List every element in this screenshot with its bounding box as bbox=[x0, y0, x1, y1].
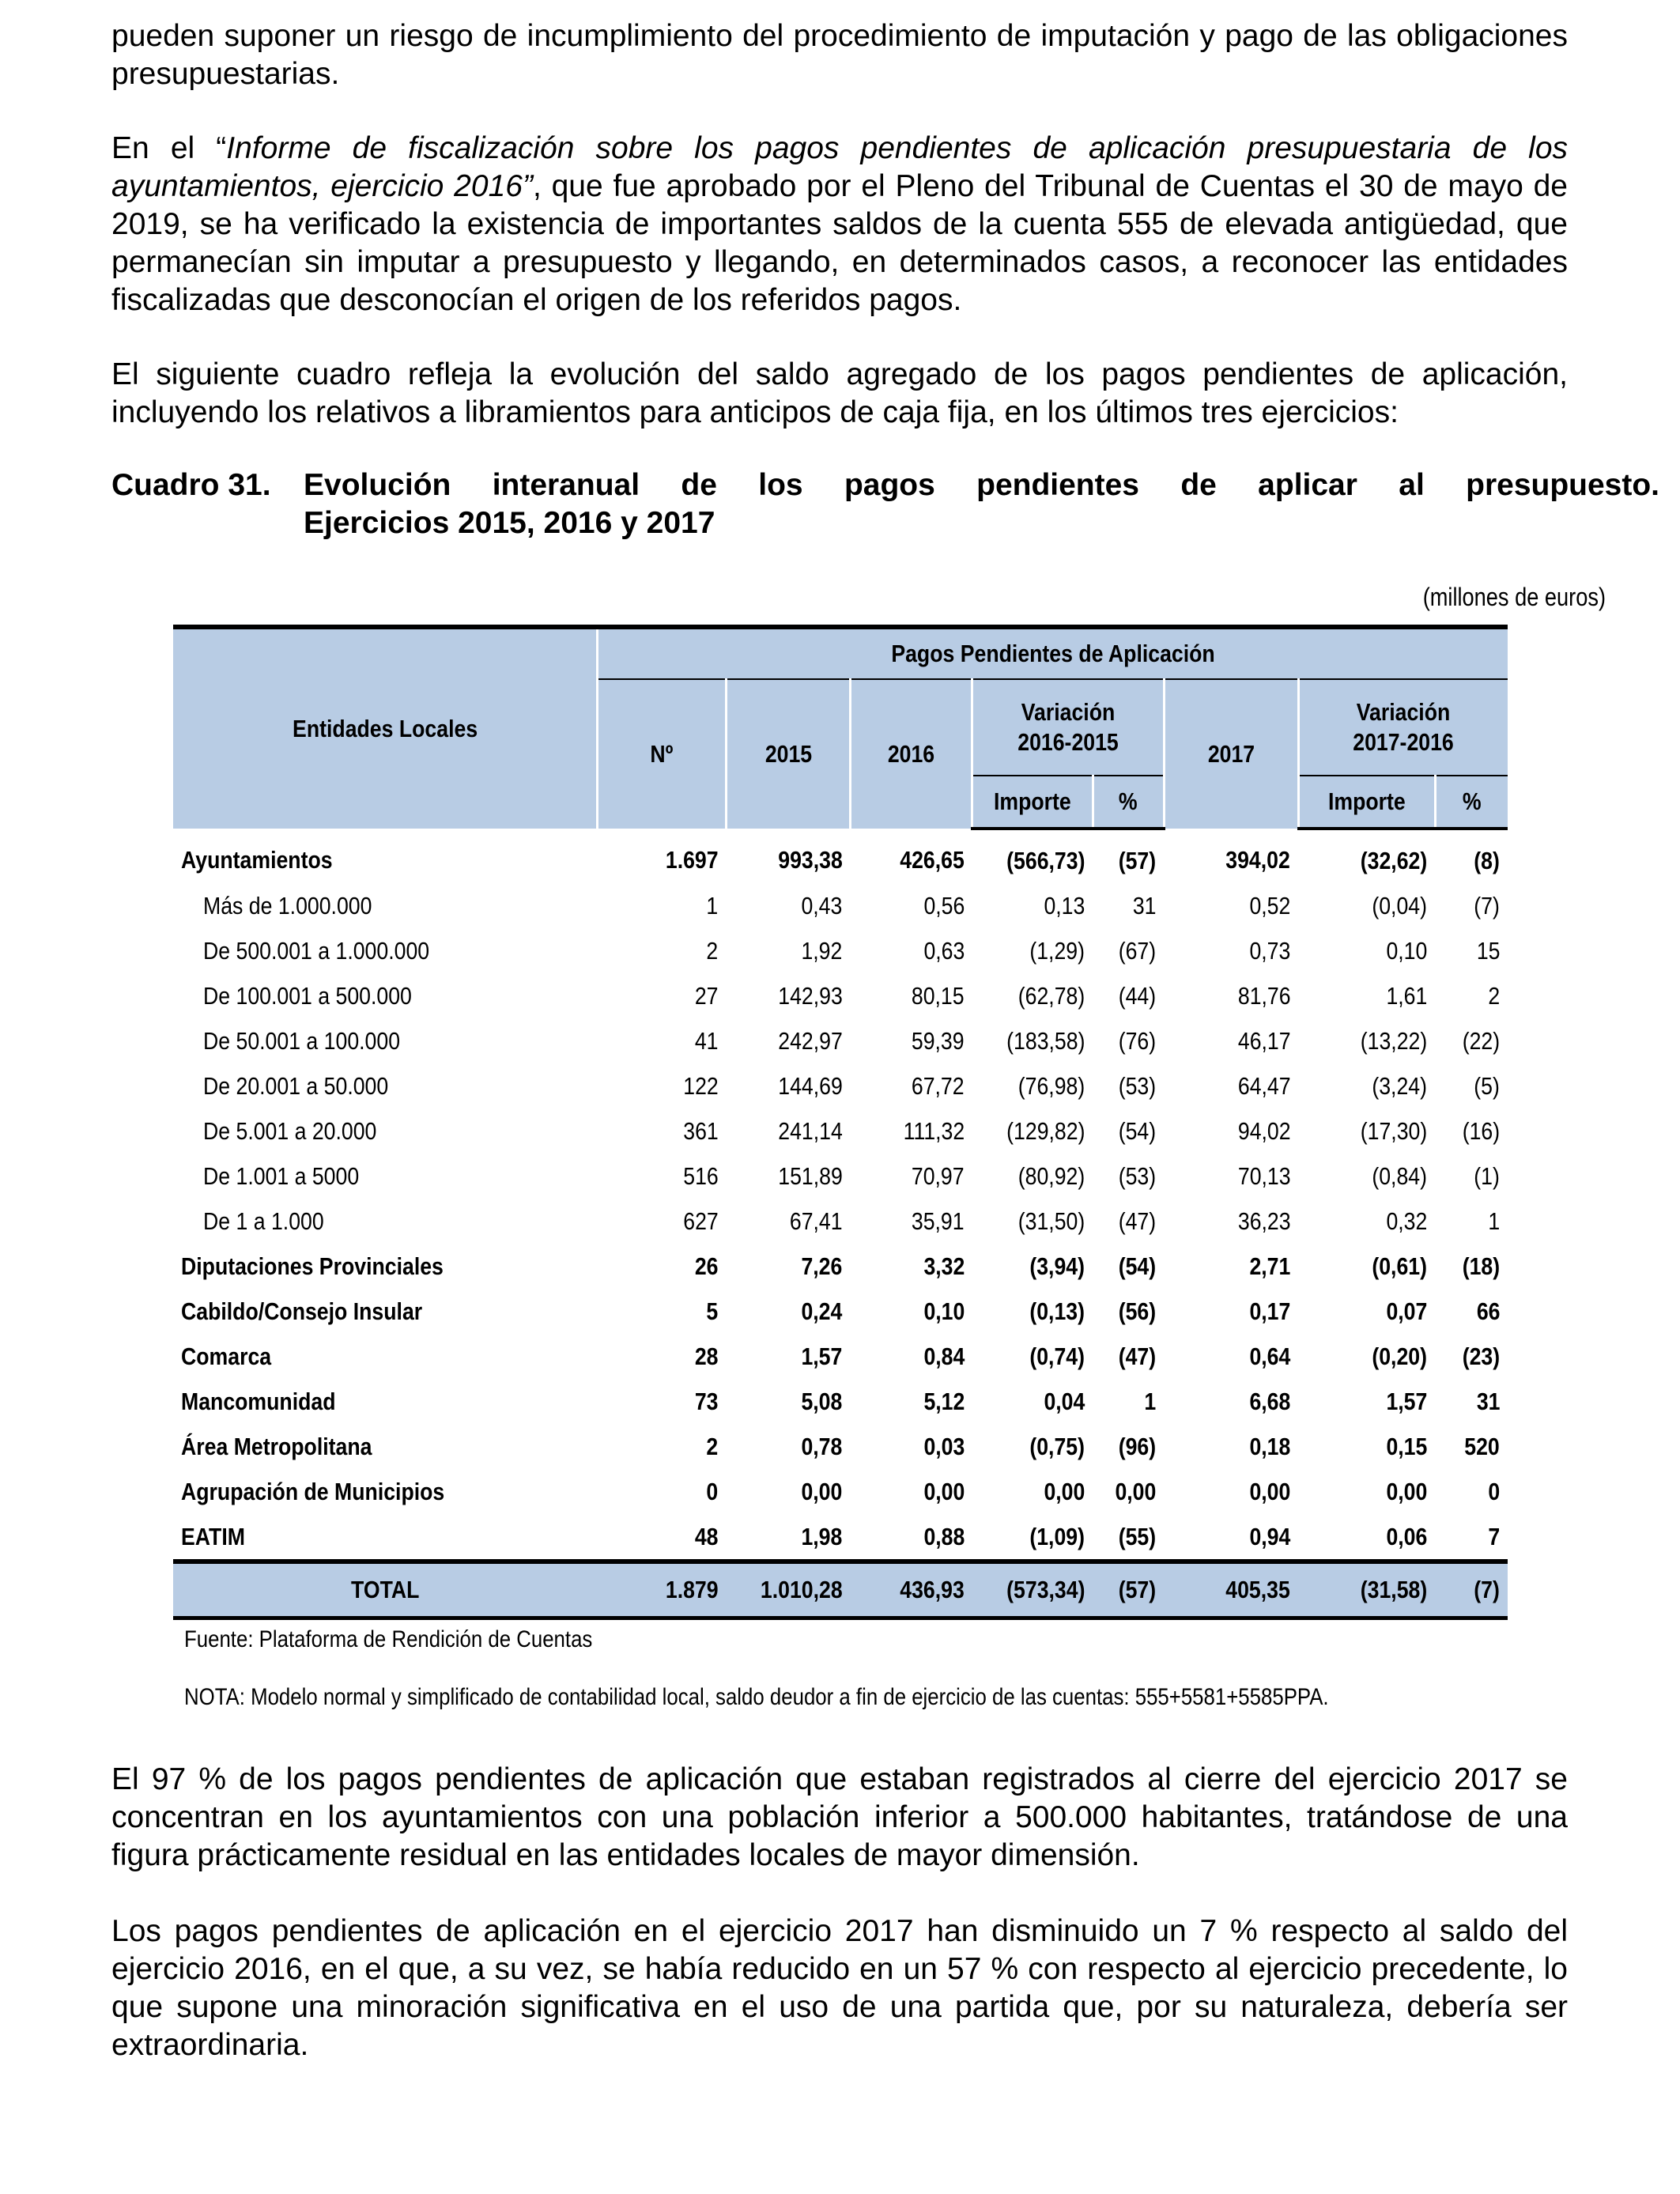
cell-n: 2 bbox=[706, 1432, 719, 1460]
cell-y2015: 67,41 bbox=[789, 1207, 843, 1235]
total-cell-y2016: 436,93 bbox=[850, 1561, 972, 1618]
cell-pct1: (55) bbox=[1118, 1522, 1157, 1550]
cell-pct2: (23) bbox=[1462, 1342, 1500, 1370]
header-2017: 2017 bbox=[1164, 679, 1298, 829]
cell-y2017: 81,76 bbox=[1237, 981, 1291, 1010]
header-pct-2: % bbox=[1435, 776, 1508, 829]
cell-n: 5 bbox=[706, 1297, 719, 1325]
table-note: NOTA: Modelo normal y simplificado de contabilidad local, saldo deudor a fin de ejercicio de las cuentas: 555+5581+5585PPA. bbox=[184, 1684, 1329, 1710]
cell-pct1: 0,00 bbox=[1115, 1477, 1157, 1505]
header-var-2017-2016: Variación 2017-2016 bbox=[1298, 679, 1508, 776]
total-label: TOTAL bbox=[173, 1561, 598, 1618]
header-2016: 2016 bbox=[850, 679, 972, 829]
cell-y2016: 80,15 bbox=[912, 981, 965, 1010]
cell-imp2: (3,24) bbox=[1372, 1071, 1428, 1100]
row-label: De 5.001 a 20.000 bbox=[203, 1116, 377, 1145]
cell-imp2: 0,15 bbox=[1386, 1432, 1428, 1460]
cell-pct1: (54) bbox=[1118, 1252, 1157, 1280]
cell-y2017: 64,47 bbox=[1237, 1071, 1291, 1100]
cell-pct2: 520 bbox=[1464, 1432, 1500, 1460]
cell-imp1: (1,29) bbox=[1029, 936, 1085, 965]
cell-imp1: (62,78) bbox=[1017, 981, 1085, 1010]
total-cell-n: 1.879 bbox=[598, 1561, 727, 1618]
cell-imp2: (0,20) bbox=[1372, 1342, 1428, 1370]
cell-pct1: (53) bbox=[1118, 1161, 1157, 1190]
cell-y2017: 94,02 bbox=[1237, 1116, 1291, 1145]
header-importe-1: Importe bbox=[972, 776, 1093, 829]
table-body bbox=[173, 829, 1508, 1618]
table-row bbox=[173, 928, 1508, 973]
cell-pct2: (18) bbox=[1462, 1252, 1500, 1280]
cell-imp1: 0,00 bbox=[1044, 1477, 1085, 1505]
cell-y2015: 1,92 bbox=[801, 936, 843, 965]
cell-y2016: 59,39 bbox=[912, 1026, 965, 1055]
cell-y2017: 6,68 bbox=[1249, 1387, 1291, 1415]
data-table bbox=[173, 625, 1508, 1620]
table-row bbox=[173, 1514, 1508, 1561]
cell-y2015: 242,97 bbox=[777, 1026, 843, 1055]
cell-y2016: 70,97 bbox=[912, 1161, 965, 1190]
cell-n: 627 bbox=[683, 1207, 719, 1235]
cell-y2017: 394,02 bbox=[1225, 845, 1291, 874]
cell-imp1: (183,58) bbox=[1006, 1026, 1085, 1055]
cell-imp1: 0,04 bbox=[1044, 1387, 1085, 1415]
cell-y2017: 0,64 bbox=[1249, 1342, 1291, 1370]
cell-n: 1 bbox=[706, 891, 719, 920]
cell-imp2: (0,84) bbox=[1372, 1161, 1428, 1190]
row-label: Agrupación de Municipios bbox=[181, 1477, 445, 1505]
cell-imp1: (0,75) bbox=[1029, 1432, 1085, 1460]
cell-y2015: 241,14 bbox=[777, 1116, 843, 1145]
cell-pct1: (76) bbox=[1118, 1026, 1157, 1055]
row-label: Área Metropolitana bbox=[181, 1432, 372, 1460]
row-label: De 100.001 a 500.000 bbox=[203, 981, 412, 1010]
cell-imp2: 0,06 bbox=[1386, 1522, 1428, 1550]
header-2015: 2015 bbox=[727, 679, 851, 829]
cell-y2016: 0,84 bbox=[923, 1342, 965, 1370]
cell-pct1: 31 bbox=[1132, 891, 1157, 920]
cell-y2016: 0,00 bbox=[923, 1477, 965, 1505]
cell-pct2: 7 bbox=[1488, 1522, 1500, 1550]
table-row bbox=[173, 1018, 1508, 1063]
caption-title-line-1: Evolución interanual de los pagos pendientes de aplicar al presupuesto. bbox=[304, 468, 1659, 502]
cell-n: 1.697 bbox=[665, 845, 719, 874]
table-row bbox=[173, 1334, 1508, 1379]
cell-imp2: 0,10 bbox=[1386, 936, 1428, 965]
paragraph-2 bbox=[111, 130, 1568, 319]
cell-y2016: 0,63 bbox=[923, 936, 965, 965]
cell-y2016: 5,12 bbox=[923, 1387, 965, 1415]
cell-y2015: 1,57 bbox=[801, 1342, 843, 1370]
cell-y2017: 0,17 bbox=[1249, 1297, 1291, 1325]
total-cell-pct1: (57) bbox=[1093, 1561, 1164, 1618]
table-row bbox=[173, 1289, 1508, 1334]
header-group: Pagos Pendientes de Aplicación bbox=[598, 627, 1508, 679]
paragraph-2-pre: En el “ bbox=[111, 131, 227, 165]
cell-y2015: 0,24 bbox=[801, 1297, 843, 1325]
cell-pct2: 0 bbox=[1488, 1477, 1500, 1505]
cell-y2015: 0,00 bbox=[801, 1477, 843, 1505]
cell-pct2: (5) bbox=[1474, 1071, 1500, 1100]
table-row bbox=[173, 1244, 1508, 1289]
cell-pct2: 15 bbox=[1476, 936, 1500, 965]
cell-pct1: (54) bbox=[1118, 1116, 1157, 1145]
cell-imp1: (3,94) bbox=[1029, 1252, 1085, 1280]
row-label: Diputaciones Provinciales bbox=[181, 1252, 444, 1280]
total-cell-y2017: 405,35 bbox=[1164, 1561, 1298, 1618]
cell-pct2: 1 bbox=[1488, 1207, 1500, 1235]
cell-y2017: 2,71 bbox=[1249, 1252, 1291, 1280]
row-label: De 500.001 a 1.000.000 bbox=[203, 936, 430, 965]
cell-y2015: 7,26 bbox=[801, 1252, 843, 1280]
row-label: Comarca bbox=[181, 1342, 272, 1370]
cell-y2016: 67,72 bbox=[912, 1071, 965, 1100]
cell-imp1: (0,13) bbox=[1029, 1297, 1085, 1325]
cell-y2017: 0,00 bbox=[1249, 1477, 1291, 1505]
table-row bbox=[173, 1199, 1508, 1244]
row-label: Más de 1.000.000 bbox=[203, 891, 372, 920]
cell-n: 41 bbox=[695, 1026, 719, 1055]
header-n: Nº bbox=[598, 679, 727, 829]
cell-n: 361 bbox=[683, 1116, 719, 1145]
cell-y2017: 0,18 bbox=[1249, 1432, 1291, 1460]
total-cell-imp2: (31,58) bbox=[1298, 1561, 1435, 1618]
report-title-italic: Informe de fiscalización sobre los pagos pendientes de aplicación presupuestaria de los ayuntamientos, ejercicio 2016” bbox=[111, 131, 1569, 203]
cell-y2016: 426,65 bbox=[900, 845, 965, 874]
table-row bbox=[173, 1063, 1508, 1108]
cell-pct1: (47) bbox=[1118, 1207, 1157, 1235]
header-pct-1: % bbox=[1093, 776, 1164, 829]
paragraph-5: Los pagos pendientes de aplicación en el ejercicio 2017 han disminuido un 7 % respecto al saldo del ejercicio 2016, en el que, a su vez, se había reducido en un 57 % con respecto al ejercicio precedente, lo que supone una minoración significativa en el uso de una partida que, por su naturaleza, debería ser extraordinaria. bbox=[111, 1914, 1568, 2062]
cell-pct1: (67) bbox=[1118, 936, 1157, 965]
cell-n: 122 bbox=[683, 1071, 719, 1100]
table-row bbox=[173, 1424, 1508, 1469]
cell-y2015: 151,89 bbox=[777, 1161, 843, 1190]
cell-y2017: 46,17 bbox=[1237, 1026, 1291, 1055]
header-importe-2: Importe bbox=[1298, 776, 1435, 829]
cell-y2017: 0,52 bbox=[1249, 891, 1291, 920]
cell-n: 27 bbox=[695, 981, 719, 1010]
cell-y2017: 0,73 bbox=[1249, 936, 1291, 965]
cell-pct1: (57) bbox=[1118, 846, 1157, 874]
cell-imp2: (0,61) bbox=[1372, 1252, 1428, 1280]
cell-y2016: 111,32 bbox=[903, 1116, 965, 1145]
cell-imp2: (13,22) bbox=[1360, 1026, 1428, 1055]
paragraph-3: El siguiente cuadro refleja la evolución del saldo agregado de los pagos pendientes de aplicación, incluyendo los relativos a libramientos para anticipos de caja fija, en los últimos tres ejercicios: bbox=[111, 357, 1568, 429]
row-label: De 50.001 a 100.000 bbox=[203, 1026, 401, 1055]
cell-y2015: 993,38 bbox=[777, 845, 843, 874]
cell-pct2: 66 bbox=[1476, 1297, 1500, 1325]
total-cell-imp1: (573,34) bbox=[972, 1561, 1093, 1618]
cell-y2015: 0,43 bbox=[801, 891, 843, 920]
data-table-container bbox=[173, 625, 1508, 1620]
cell-n: 26 bbox=[695, 1252, 719, 1280]
cell-y2017: 36,23 bbox=[1237, 1207, 1291, 1235]
cell-y2016: 0,10 bbox=[923, 1297, 965, 1325]
cell-n: 73 bbox=[695, 1387, 719, 1415]
cell-pct2: (7) bbox=[1474, 891, 1500, 920]
caption-number: Cuadro 31. bbox=[111, 468, 271, 502]
cell-pct2: 2 bbox=[1488, 981, 1500, 1010]
cell-y2017: 70,13 bbox=[1237, 1161, 1291, 1190]
cell-y2016: 3,32 bbox=[923, 1252, 965, 1280]
row-label: Cabildo/Consejo Insular bbox=[181, 1297, 423, 1325]
cell-imp2: (32,62) bbox=[1360, 846, 1428, 874]
cell-imp2: 0,07 bbox=[1386, 1297, 1428, 1325]
cell-y2015: 5,08 bbox=[801, 1387, 843, 1415]
cell-imp2: 1,61 bbox=[1386, 981, 1428, 1010]
table-row bbox=[173, 1154, 1508, 1199]
cell-imp1: (0,74) bbox=[1029, 1342, 1085, 1370]
cell-imp1: (31,50) bbox=[1017, 1207, 1085, 1235]
header-var-2016-2015: Variación 2016-2015 bbox=[972, 679, 1164, 776]
table-row bbox=[173, 973, 1508, 1018]
cell-y2015: 0,78 bbox=[801, 1432, 843, 1460]
paragraph-2-post: , que fue aprobado por el Pleno del Tribunal de Cuentas el 30 de mayo de 2019, se ha verificado la existencia de importantes saldos de la cuenta 555 de elevada antigüedad, que permanecían sin imputar a presupuesto y llegando, en determinados casos, a reconocer las entidades fiscalizadas que desconocían el origen de los referidos pagos. bbox=[111, 169, 1568, 317]
row-label: De 1 a 1.000 bbox=[203, 1207, 324, 1235]
cell-pct1: (53) bbox=[1118, 1071, 1157, 1100]
row-label: De 20.001 a 50.000 bbox=[203, 1071, 389, 1100]
cell-pct2: (16) bbox=[1462, 1116, 1500, 1145]
cell-pct2: (22) bbox=[1462, 1026, 1500, 1055]
cell-pct2: (1) bbox=[1474, 1161, 1500, 1190]
cell-imp2: (17,30) bbox=[1360, 1116, 1428, 1145]
total-cell-y2015: 1.010,28 bbox=[727, 1561, 851, 1618]
cell-imp2: 0,00 bbox=[1386, 1477, 1428, 1505]
cell-imp1: (566,73) bbox=[1006, 846, 1085, 874]
cell-pct2: (8) bbox=[1474, 846, 1500, 874]
cell-imp1: 0,13 bbox=[1044, 891, 1085, 920]
cell-n: 48 bbox=[695, 1522, 719, 1550]
cell-n: 516 bbox=[683, 1161, 719, 1190]
caption-title-line-2: Ejercicios 2015, 2016 y 2017 bbox=[304, 506, 715, 540]
cell-pct1: (44) bbox=[1118, 981, 1157, 1010]
cell-y2016: 0,03 bbox=[923, 1432, 965, 1460]
table-row bbox=[173, 829, 1508, 883]
row-label: EATIM bbox=[181, 1522, 245, 1550]
table-row bbox=[173, 1108, 1508, 1154]
cell-n: 0 bbox=[706, 1477, 719, 1505]
paragraph-4: El 97 % de los pagos pendientes de aplicación que estaban registrados al cierre del ejercicio 2017 se concentran en los ayuntamientos con una población inferior a 500.000 habitantes, tratándose de una figura prácticamente residual en las entidades locales de mayor dimensión. bbox=[111, 1762, 1568, 1872]
cell-imp1: (76,98) bbox=[1017, 1071, 1085, 1100]
units-label: (millones de euros) bbox=[1422, 583, 1606, 611]
row-label: Mancomunidad bbox=[181, 1387, 336, 1415]
cell-y2015: 144,69 bbox=[777, 1071, 843, 1100]
cell-n: 28 bbox=[695, 1342, 719, 1370]
header-entity: Entidades Locales bbox=[173, 627, 598, 829]
table-row bbox=[173, 1379, 1508, 1424]
cell-pct1: (96) bbox=[1118, 1432, 1157, 1460]
table-header bbox=[173, 627, 1508, 829]
cell-y2016: 0,88 bbox=[923, 1522, 965, 1550]
cell-n: 2 bbox=[706, 936, 719, 965]
total-cell-pct2: (7) bbox=[1435, 1561, 1508, 1618]
cell-y2017: 0,94 bbox=[1249, 1522, 1291, 1550]
cell-y2016: 0,56 bbox=[923, 891, 965, 920]
cell-pct1: 1 bbox=[1144, 1387, 1157, 1415]
row-label: De 1.001 a 5000 bbox=[203, 1161, 360, 1190]
cell-pct2: 31 bbox=[1476, 1387, 1500, 1415]
cell-imp1: (129,82) bbox=[1006, 1116, 1085, 1145]
table-row bbox=[173, 883, 1508, 928]
row-label: Ayuntamientos bbox=[181, 845, 333, 874]
cell-imp2: 0,32 bbox=[1386, 1207, 1428, 1235]
cell-imp2: (0,04) bbox=[1372, 891, 1428, 920]
cell-y2015: 142,93 bbox=[777, 981, 843, 1010]
cell-imp1: (80,92) bbox=[1017, 1161, 1085, 1190]
paragraph-1: pueden suponer un riesgo de incumplimiento del procedimiento de imputación y pago de las obligaciones presupuestarias. bbox=[111, 19, 1568, 91]
cell-y2016: 35,91 bbox=[912, 1207, 965, 1235]
total-row bbox=[173, 1561, 1508, 1618]
cell-pct1: (47) bbox=[1118, 1342, 1157, 1370]
table-row bbox=[173, 1469, 1508, 1514]
cell-imp2: 1,57 bbox=[1386, 1387, 1428, 1415]
table-source: Fuente: Plataforma de Rendición de Cuentas bbox=[184, 1626, 593, 1652]
cell-pct1: (56) bbox=[1118, 1297, 1157, 1325]
cell-imp1: (1,09) bbox=[1029, 1522, 1085, 1550]
cell-y2015: 1,98 bbox=[801, 1522, 843, 1550]
